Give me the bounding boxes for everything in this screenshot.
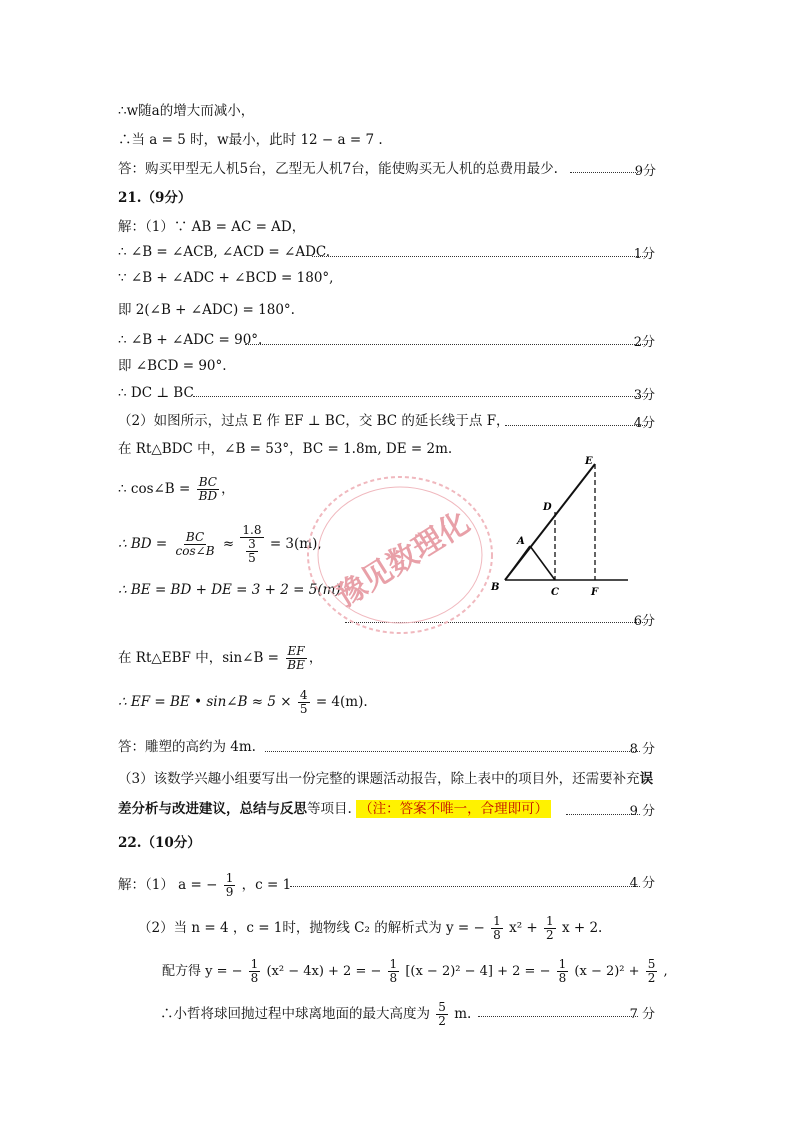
- score-label: 4 分: [629, 876, 655, 891]
- label-b: B: [491, 582, 500, 593]
- dot-leader: [312, 256, 647, 257]
- text-line: ∴ ∠B + ∠ADC = 90°.: [118, 332, 263, 348]
- watermark-stamp: [300, 470, 500, 640]
- score-label: 1分: [633, 247, 655, 262]
- score-label: 8 分: [629, 742, 655, 757]
- dot-leader: [265, 751, 640, 752]
- text-line: 解：（1）∵ AB = AC = AD，: [118, 219, 306, 235]
- score-label: 9 分: [629, 804, 655, 819]
- formula-line: ∴ BD = $\frac{BC}{\cos\angle B}$ ≈ $\frac{1.8}{\frac{3}{5}}$ = 3(m),: [118, 523, 322, 565]
- formula-line: ∴ cos∠B = $\frac{BC}{BD}$ ，: [118, 475, 235, 503]
- label-d: D: [543, 502, 552, 513]
- label-f: F: [591, 587, 599, 598]
- dot-leader: [193, 396, 647, 397]
- score-label: 4分: [633, 416, 655, 431]
- dot-leader: [570, 172, 638, 173]
- text-line: （3）该数学兴趣小组要写出一份完整的课题活动报告，除上表中的项目外，还需要补充误: [118, 771, 654, 787]
- formula-line: 在 Rt△EBF 中，sin∠B = $\frac{EF}{BE}$ ，: [118, 644, 323, 672]
- text-line: ∴w随a的增大而减小，: [118, 103, 255, 119]
- formula-line: ∴ EF = BE • sin∠B ≈ 5 × $\frac{4}{5}$ = 4(m).: [118, 688, 368, 716]
- highlight-note: （注：答案不唯一，合理即可）: [356, 800, 551, 818]
- geometry-figure: [485, 452, 635, 602]
- text-line: 差分析与改进建议，总结与反思等项目. （注：答案不唯一，合理即可）: [118, 800, 551, 818]
- text-line: 即 ∠BCD = 90°.: [118, 358, 227, 374]
- watermark-text: 豫见数理化: [330, 505, 476, 615]
- text-line: ∴ ∠B = ∠ACB, ∠ACD = ∠ADC.: [118, 244, 331, 260]
- label-c: C: [551, 587, 559, 598]
- text-line: 即 2(∠B + ∠ADC) = 180°.: [118, 302, 295, 318]
- score-label: 3分: [633, 388, 655, 403]
- question-heading: 22.（10分）: [118, 835, 201, 851]
- dot-leader: [245, 344, 647, 345]
- text-line: （2）如图所示，过点 E 作 EF ⊥ BC，交 BC 的延长线于点 F，: [118, 413, 510, 429]
- dot-leader: [290, 886, 640, 887]
- score-label: 9分: [634, 164, 656, 179]
- text-line: ∴ BE = BD + DE = 3 + 2 = 5(m).: [118, 582, 345, 598]
- text-line: ∵ ∠B + ∠ADC + ∠BCD = 180°,: [118, 270, 334, 286]
- text-line: ∴ DC ⊥ BC: [118, 385, 194, 401]
- text-line: 在 Rt△BDC 中，∠B = 53°，BC = 1.8m, DE = 2m.: [118, 441, 453, 457]
- formula-line: 解：（1） a = − $\frac{1}{9}$ ，c = 1: [118, 871, 292, 899]
- line-ac: [530, 546, 555, 580]
- question-heading: 21.（9分）: [118, 190, 192, 206]
- label-e: E: [585, 456, 593, 467]
- score-label: 2分: [633, 335, 655, 350]
- formula-line: 配方得 y = − $\frac{1}{8}$ (x² − 4x) + 2 = − $\frac{1}{8}$ [(x − 2)² − 4] + 2 = − $\frac{1}{8}$ (x − 2)² + $\frac{5}{2}$ ,: [162, 957, 668, 985]
- text-line: ∴当 a = 5 时，w最小，此时 12 − a = 7 .: [118, 132, 383, 148]
- label-a: A: [517, 536, 525, 547]
- score-label: 7 分: [629, 1007, 655, 1022]
- dot-leader: [505, 425, 647, 426]
- dot-leader: [478, 1016, 638, 1017]
- formula-line: ∴小哲将球回抛过程中球离地面的最大高度为 $\frac{5}{2}$ m.: [160, 1000, 472, 1028]
- text-line: 答：购买甲型无人机5台，乙型无人机7台，能使购买无人机的总费用最少.: [118, 161, 558, 177]
- formula-line: （2）当 n = 4 ，c = 1时，抛物线 C₂ 的解析式为 y = − $\frac{1}{8}$ x² + $\frac{1}{2}$ x + 2.: [138, 914, 603, 942]
- text-line: 答：雕塑的高约为 4m.: [118, 739, 256, 755]
- score-label: 6分: [633, 614, 655, 629]
